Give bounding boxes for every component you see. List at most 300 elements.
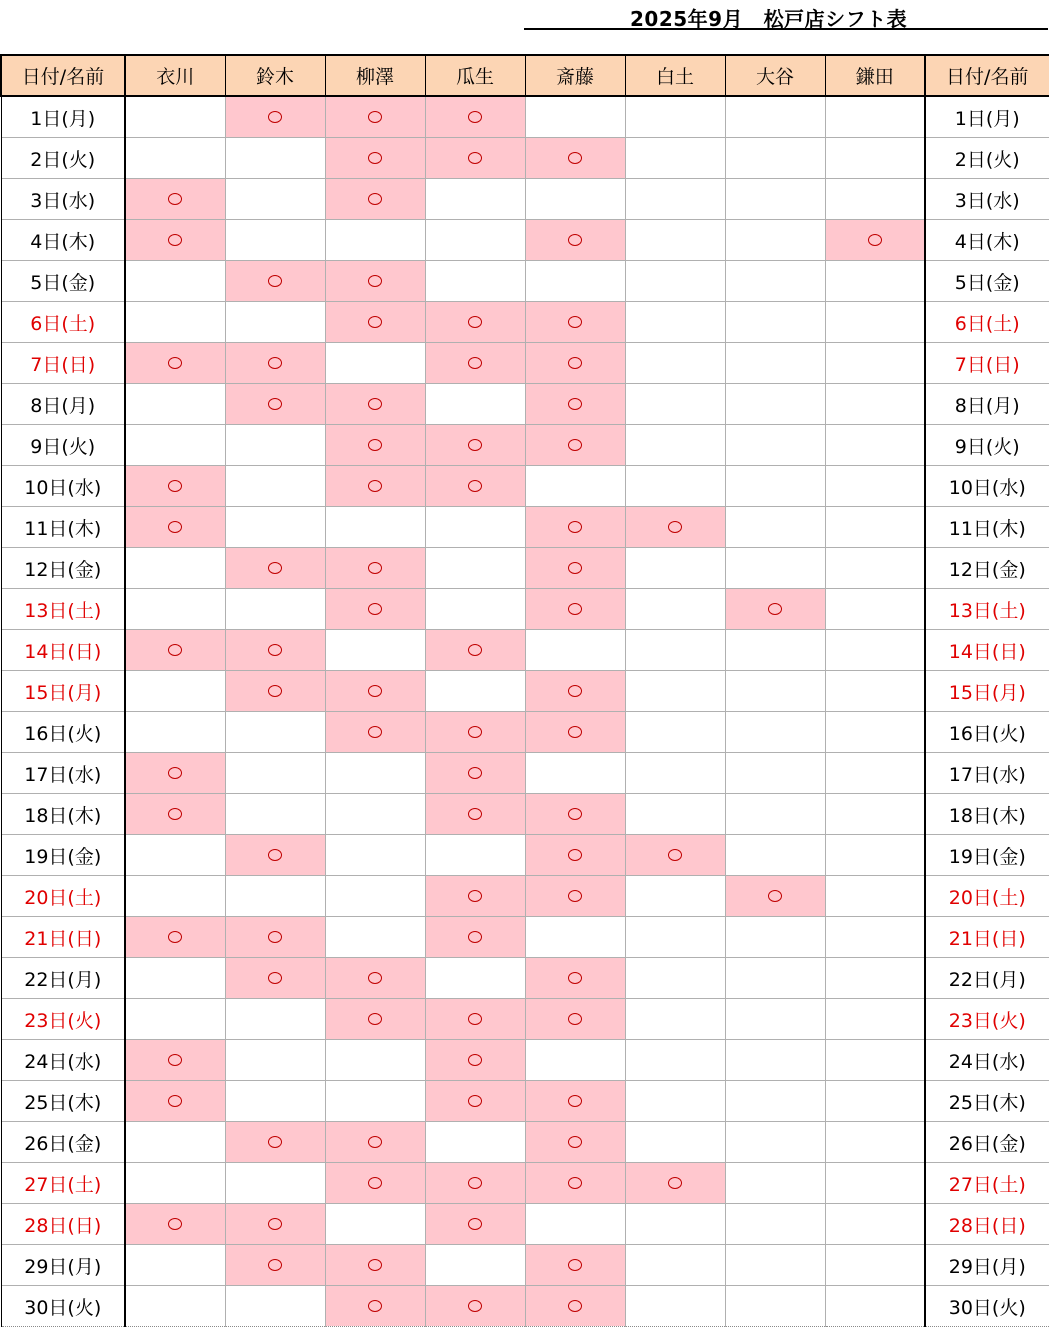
shift-cell[interactable] xyxy=(625,753,725,794)
shift-cell[interactable] xyxy=(325,343,425,384)
shift-cell[interactable] xyxy=(525,466,625,507)
shift-cell[interactable] xyxy=(125,1286,225,1327)
shift-cell[interactable] xyxy=(625,425,725,466)
shift-cell[interactable] xyxy=(725,466,825,507)
shift-cell[interactable] xyxy=(125,999,225,1040)
shift-cell[interactable] xyxy=(825,1204,925,1245)
date-cell-right[interactable]: 1日(月) xyxy=(925,96,1049,138)
shift-cell[interactable] xyxy=(425,1163,525,1204)
shift-cell[interactable] xyxy=(825,138,925,179)
shift-cell[interactable] xyxy=(725,384,825,425)
shift-cell[interactable] xyxy=(825,425,925,466)
shift-cell[interactable] xyxy=(625,1163,725,1204)
shift-cell[interactable] xyxy=(325,1163,425,1204)
shift-cell[interactable] xyxy=(125,261,225,302)
shift-cell[interactable] xyxy=(125,876,225,917)
shift-cell[interactable] xyxy=(725,1081,825,1122)
shift-cell[interactable] xyxy=(725,1245,825,1286)
shift-cell[interactable] xyxy=(825,1245,925,1286)
shift-cell[interactable] xyxy=(125,958,225,999)
shift-cell[interactable] xyxy=(525,96,625,138)
shift-cell[interactable] xyxy=(625,179,725,220)
shift-cell[interactable] xyxy=(625,671,725,712)
shift-cell[interactable] xyxy=(525,507,625,548)
shift-cell[interactable] xyxy=(225,96,325,138)
shift-cell[interactable] xyxy=(325,1122,425,1163)
shift-cell[interactable] xyxy=(125,630,225,671)
shift-cell[interactable] xyxy=(725,425,825,466)
shift-cell[interactable] xyxy=(525,876,625,917)
shift-cell[interactable] xyxy=(425,1081,525,1122)
shift-cell[interactable] xyxy=(825,958,925,999)
shift-cell[interactable] xyxy=(425,220,525,261)
shift-cell[interactable] xyxy=(325,384,425,425)
shift-cell[interactable] xyxy=(625,138,725,179)
date-cell-right[interactable]: 10日(水) xyxy=(925,466,1049,507)
shift-cell[interactable] xyxy=(125,1081,225,1122)
shift-cell[interactable] xyxy=(825,1081,925,1122)
shift-cell[interactable] xyxy=(225,1163,325,1204)
shift-cell[interactable] xyxy=(325,466,425,507)
date-cell[interactable]: 25日(木) xyxy=(1,1081,125,1122)
shift-cell[interactable] xyxy=(725,589,825,630)
shift-cell[interactable] xyxy=(525,712,625,753)
date-cell[interactable]: 24日(水) xyxy=(1,1040,125,1081)
shift-cell[interactable] xyxy=(325,1245,425,1286)
shift-cell[interactable] xyxy=(525,835,625,876)
shift-cell[interactable] xyxy=(125,1204,225,1245)
shift-cell[interactable] xyxy=(625,712,725,753)
shift-cell[interactable] xyxy=(625,835,725,876)
shift-cell[interactable] xyxy=(825,1040,925,1081)
shift-cell[interactable] xyxy=(525,958,625,999)
shift-cell[interactable] xyxy=(825,999,925,1040)
shift-cell[interactable] xyxy=(425,1286,525,1327)
shift-cell[interactable] xyxy=(125,179,225,220)
date-cell-right[interactable]: 17日(水) xyxy=(925,753,1049,794)
shift-cell[interactable] xyxy=(825,220,925,261)
date-cell-right[interactable]: 14日(日) xyxy=(925,630,1049,671)
shift-cell[interactable] xyxy=(225,138,325,179)
shift-cell[interactable] xyxy=(225,876,325,917)
shift-cell[interactable] xyxy=(125,835,225,876)
date-cell-right[interactable]: 24日(水) xyxy=(925,1040,1049,1081)
shift-cell[interactable] xyxy=(725,1204,825,1245)
shift-cell[interactable] xyxy=(725,261,825,302)
shift-cell[interactable] xyxy=(325,794,425,835)
date-cell[interactable]: 13日(土) xyxy=(1,589,125,630)
shift-cell[interactable] xyxy=(225,466,325,507)
shift-cell[interactable] xyxy=(125,1122,225,1163)
shift-cell[interactable] xyxy=(125,671,225,712)
shift-cell[interactable] xyxy=(725,1040,825,1081)
date-cell[interactable]: 19日(金) xyxy=(1,835,125,876)
date-cell-right[interactable]: 18日(木) xyxy=(925,794,1049,835)
shift-cell[interactable] xyxy=(625,96,725,138)
shift-cell[interactable] xyxy=(525,1040,625,1081)
shift-cell[interactable] xyxy=(525,1204,625,1245)
shift-cell[interactable] xyxy=(725,220,825,261)
shift-cell[interactable] xyxy=(125,1040,225,1081)
shift-cell[interactable] xyxy=(625,1040,725,1081)
date-cell[interactable]: 27日(土) xyxy=(1,1163,125,1204)
shift-cell[interactable] xyxy=(325,179,425,220)
date-cell-right[interactable]: 11日(木) xyxy=(925,507,1049,548)
shift-cell[interactable] xyxy=(325,425,425,466)
shift-cell[interactable] xyxy=(425,1040,525,1081)
shift-cell[interactable] xyxy=(725,794,825,835)
shift-cell[interactable] xyxy=(325,630,425,671)
shift-cell[interactable] xyxy=(325,958,425,999)
shift-cell[interactable] xyxy=(625,343,725,384)
shift-cell[interactable] xyxy=(325,671,425,712)
shift-cell[interactable] xyxy=(525,1245,625,1286)
shift-cell[interactable] xyxy=(525,220,625,261)
shift-cell[interactable] xyxy=(525,179,625,220)
shift-cell[interactable] xyxy=(325,1204,425,1245)
shift-cell[interactable] xyxy=(225,1286,325,1327)
shift-cell[interactable] xyxy=(225,343,325,384)
date-cell-right[interactable]: 20日(土) xyxy=(925,876,1049,917)
shift-cell[interactable] xyxy=(125,712,225,753)
date-cell-right[interactable]: 23日(火) xyxy=(925,999,1049,1040)
shift-cell[interactable] xyxy=(425,1245,525,1286)
shift-cell[interactable] xyxy=(725,876,825,917)
shift-cell[interactable] xyxy=(325,835,425,876)
shift-cell[interactable] xyxy=(525,425,625,466)
shift-cell[interactable] xyxy=(725,138,825,179)
shift-cell[interactable] xyxy=(225,1040,325,1081)
shift-cell[interactable] xyxy=(825,589,925,630)
date-cell-right[interactable]: 30日(火) xyxy=(925,1286,1049,1327)
shift-cell[interactable] xyxy=(625,507,725,548)
shift-cell[interactable] xyxy=(425,712,525,753)
shift-cell[interactable] xyxy=(125,1245,225,1286)
date-cell[interactable]: 6日(土) xyxy=(1,302,125,343)
shift-cell[interactable] xyxy=(825,1122,925,1163)
shift-cell[interactable] xyxy=(225,384,325,425)
shift-cell[interactable] xyxy=(325,302,425,343)
shift-cell[interactable] xyxy=(225,671,325,712)
shift-cell[interactable] xyxy=(825,876,925,917)
shift-cell[interactable] xyxy=(325,1286,425,1327)
shift-cell[interactable] xyxy=(625,999,725,1040)
date-cell-right[interactable]: 3日(水) xyxy=(925,179,1049,220)
shift-cell[interactable] xyxy=(325,712,425,753)
shift-cell[interactable] xyxy=(825,1163,925,1204)
date-cell[interactable]: 3日(水) xyxy=(1,179,125,220)
shift-cell[interactable] xyxy=(725,548,825,589)
shift-cell[interactable] xyxy=(825,507,925,548)
date-cell[interactable]: 8日(月) xyxy=(1,384,125,425)
shift-cell[interactable] xyxy=(725,1122,825,1163)
shift-cell[interactable] xyxy=(625,548,725,589)
date-cell[interactable]: 9日(火) xyxy=(1,425,125,466)
shift-cell[interactable] xyxy=(125,138,225,179)
date-cell-right[interactable]: 29日(月) xyxy=(925,1245,1049,1286)
shift-cell[interactable] xyxy=(125,302,225,343)
shift-cell[interactable] xyxy=(525,302,625,343)
shift-cell[interactable] xyxy=(225,1081,325,1122)
shift-cell[interactable] xyxy=(825,302,925,343)
date-cell[interactable]: 20日(土) xyxy=(1,876,125,917)
shift-cell[interactable] xyxy=(525,1163,625,1204)
shift-cell[interactable] xyxy=(125,753,225,794)
shift-cell[interactable] xyxy=(525,753,625,794)
shift-cell[interactable] xyxy=(325,96,425,138)
shift-cell[interactable] xyxy=(725,917,825,958)
shift-cell[interactable] xyxy=(625,1081,725,1122)
shift-cell[interactable] xyxy=(825,96,925,138)
shift-cell[interactable] xyxy=(325,1081,425,1122)
shift-cell[interactable] xyxy=(425,589,525,630)
shift-cell[interactable] xyxy=(125,1163,225,1204)
shift-cell[interactable] xyxy=(425,876,525,917)
date-cell[interactable]: 2日(火) xyxy=(1,138,125,179)
date-cell[interactable]: 22日(月) xyxy=(1,958,125,999)
shift-cell[interactable] xyxy=(125,548,225,589)
shift-cell[interactable] xyxy=(325,261,425,302)
shift-cell[interactable] xyxy=(225,302,325,343)
date-cell-right[interactable]: 22日(月) xyxy=(925,958,1049,999)
shift-cell[interactable] xyxy=(625,917,725,958)
date-cell[interactable]: 18日(木) xyxy=(1,794,125,835)
shift-cell[interactable] xyxy=(425,835,525,876)
shift-cell[interactable] xyxy=(825,671,925,712)
date-cell-right[interactable]: 21日(日) xyxy=(925,917,1049,958)
shift-cell[interactable] xyxy=(625,466,725,507)
date-cell[interactable]: 26日(金) xyxy=(1,1122,125,1163)
shift-cell[interactable] xyxy=(225,179,325,220)
date-cell-right[interactable]: 8日(月) xyxy=(925,384,1049,425)
shift-cell[interactable] xyxy=(225,261,325,302)
shift-cell[interactable] xyxy=(225,835,325,876)
shift-cell[interactable] xyxy=(225,220,325,261)
shift-cell[interactable] xyxy=(425,958,525,999)
date-cell[interactable]: 30日(火) xyxy=(1,1286,125,1327)
date-cell[interactable]: 10日(水) xyxy=(1,466,125,507)
shift-cell[interactable] xyxy=(225,712,325,753)
shift-cell[interactable] xyxy=(625,876,725,917)
date-cell[interactable]: 28日(日) xyxy=(1,1204,125,1245)
shift-cell[interactable] xyxy=(525,794,625,835)
date-cell-right[interactable]: 7日(日) xyxy=(925,343,1049,384)
shift-cell[interactable] xyxy=(725,753,825,794)
shift-cell[interactable] xyxy=(725,179,825,220)
shift-cell[interactable] xyxy=(825,794,925,835)
shift-cell[interactable] xyxy=(625,302,725,343)
shift-cell[interactable] xyxy=(525,261,625,302)
shift-cell[interactable] xyxy=(525,589,625,630)
date-cell-right[interactable]: 16日(火) xyxy=(925,712,1049,753)
shift-cell[interactable] xyxy=(725,1286,825,1327)
shift-cell[interactable] xyxy=(425,548,525,589)
shift-cell[interactable] xyxy=(625,1245,725,1286)
date-cell[interactable]: 11日(木) xyxy=(1,507,125,548)
shift-cell[interactable] xyxy=(725,630,825,671)
shift-cell[interactable] xyxy=(225,630,325,671)
date-cell[interactable]: 4日(木) xyxy=(1,220,125,261)
shift-cell[interactable] xyxy=(425,302,525,343)
shift-cell[interactable] xyxy=(425,917,525,958)
shift-cell[interactable] xyxy=(825,712,925,753)
shift-cell[interactable] xyxy=(325,753,425,794)
shift-cell[interactable] xyxy=(225,917,325,958)
shift-cell[interactable] xyxy=(425,466,525,507)
shift-cell[interactable] xyxy=(125,425,225,466)
shift-cell[interactable] xyxy=(525,917,625,958)
shift-cell[interactable] xyxy=(225,999,325,1040)
shift-cell[interactable] xyxy=(125,507,225,548)
shift-cell[interactable] xyxy=(725,507,825,548)
shift-cell[interactable] xyxy=(425,753,525,794)
shift-cell[interactable] xyxy=(425,179,525,220)
shift-cell[interactable] xyxy=(325,507,425,548)
shift-cell[interactable] xyxy=(525,999,625,1040)
date-cell[interactable]: 23日(火) xyxy=(1,999,125,1040)
shift-cell[interactable] xyxy=(825,753,925,794)
date-cell[interactable]: 16日(火) xyxy=(1,712,125,753)
shift-cell[interactable] xyxy=(425,96,525,138)
shift-cell[interactable] xyxy=(625,589,725,630)
shift-cell[interactable] xyxy=(625,1122,725,1163)
shift-cell[interactable] xyxy=(625,1204,725,1245)
shift-cell[interactable] xyxy=(825,917,925,958)
shift-cell[interactable] xyxy=(325,917,425,958)
shift-cell[interactable] xyxy=(225,1245,325,1286)
shift-cell[interactable] xyxy=(425,630,525,671)
date-cell[interactable]: 5日(金) xyxy=(1,261,125,302)
shift-cell[interactable] xyxy=(125,220,225,261)
date-cell-right[interactable]: 25日(木) xyxy=(925,1081,1049,1122)
shift-cell[interactable] xyxy=(825,343,925,384)
shift-cell[interactable] xyxy=(625,1286,725,1327)
shift-cell[interactable] xyxy=(125,343,225,384)
shift-cell[interactable] xyxy=(525,138,625,179)
shift-cell[interactable] xyxy=(325,876,425,917)
shift-cell[interactable] xyxy=(225,1204,325,1245)
shift-cell[interactable] xyxy=(825,630,925,671)
shift-cell[interactable] xyxy=(625,630,725,671)
shift-cell[interactable] xyxy=(825,548,925,589)
shift-cell[interactable] xyxy=(225,589,325,630)
shift-cell[interactable] xyxy=(525,630,625,671)
shift-cell[interactable] xyxy=(725,671,825,712)
shift-cell[interactable] xyxy=(425,794,525,835)
shift-cell[interactable] xyxy=(425,384,525,425)
shift-cell[interactable] xyxy=(525,343,625,384)
shift-cell[interactable] xyxy=(825,261,925,302)
date-cell[interactable]: 7日(日) xyxy=(1,343,125,384)
date-cell-right[interactable]: 12日(金) xyxy=(925,548,1049,589)
shift-cell[interactable] xyxy=(125,466,225,507)
shift-cell[interactable] xyxy=(125,794,225,835)
date-cell-right[interactable]: 6日(土) xyxy=(925,302,1049,343)
shift-cell[interactable] xyxy=(225,1122,325,1163)
shift-cell[interactable] xyxy=(625,958,725,999)
date-cell-right[interactable]: 9日(火) xyxy=(925,425,1049,466)
date-cell-right[interactable]: 5日(金) xyxy=(925,261,1049,302)
shift-cell[interactable] xyxy=(725,1163,825,1204)
date-cell-right[interactable]: 28日(日) xyxy=(925,1204,1049,1245)
shift-cell[interactable] xyxy=(225,548,325,589)
shift-cell[interactable] xyxy=(325,999,425,1040)
shift-cell[interactable] xyxy=(725,835,825,876)
shift-cell[interactable] xyxy=(125,917,225,958)
shift-cell[interactable] xyxy=(225,794,325,835)
shift-cell[interactable] xyxy=(325,548,425,589)
shift-cell[interactable] xyxy=(725,302,825,343)
date-cell-right[interactable]: 4日(木) xyxy=(925,220,1049,261)
shift-cell[interactable] xyxy=(225,753,325,794)
shift-cell[interactable] xyxy=(325,589,425,630)
shift-cell[interactable] xyxy=(425,343,525,384)
shift-cell[interactable] xyxy=(325,1040,425,1081)
shift-cell[interactable] xyxy=(525,1286,625,1327)
shift-cell[interactable] xyxy=(825,384,925,425)
shift-cell[interactable] xyxy=(325,138,425,179)
shift-cell[interactable] xyxy=(625,220,725,261)
shift-cell[interactable] xyxy=(725,96,825,138)
shift-cell[interactable] xyxy=(825,1286,925,1327)
shift-cell[interactable] xyxy=(425,1204,525,1245)
shift-cell[interactable] xyxy=(425,507,525,548)
shift-cell[interactable] xyxy=(125,96,225,138)
date-cell[interactable]: 15日(月) xyxy=(1,671,125,712)
date-cell-right[interactable]: 13日(土) xyxy=(925,589,1049,630)
shift-cell[interactable] xyxy=(725,958,825,999)
shift-cell[interactable] xyxy=(525,384,625,425)
date-cell[interactable]: 12日(金) xyxy=(1,548,125,589)
date-cell-right[interactable]: 2日(火) xyxy=(925,138,1049,179)
shift-cell[interactable] xyxy=(125,384,225,425)
shift-cell[interactable] xyxy=(725,999,825,1040)
date-cell-right[interactable]: 19日(金) xyxy=(925,835,1049,876)
shift-cell[interactable] xyxy=(225,425,325,466)
date-cell[interactable]: 14日(日) xyxy=(1,630,125,671)
shift-cell[interactable] xyxy=(525,1122,625,1163)
shift-cell[interactable] xyxy=(125,589,225,630)
shift-cell[interactable] xyxy=(325,220,425,261)
shift-cell[interactable] xyxy=(525,671,625,712)
shift-cell[interactable] xyxy=(825,466,925,507)
shift-cell[interactable] xyxy=(725,343,825,384)
date-cell[interactable]: 21日(日) xyxy=(1,917,125,958)
shift-cell[interactable] xyxy=(625,794,725,835)
date-cell[interactable]: 17日(水) xyxy=(1,753,125,794)
shift-cell[interactable] xyxy=(525,548,625,589)
shift-cell[interactable] xyxy=(625,384,725,425)
date-cell-right[interactable]: 27日(土) xyxy=(925,1163,1049,1204)
shift-cell[interactable] xyxy=(625,261,725,302)
date-cell[interactable]: 1日(月) xyxy=(1,96,125,138)
shift-cell[interactable] xyxy=(425,999,525,1040)
shift-cell[interactable] xyxy=(425,425,525,466)
shift-cell[interactable] xyxy=(825,179,925,220)
shift-cell[interactable] xyxy=(425,671,525,712)
shift-cell[interactable] xyxy=(825,835,925,876)
date-cell[interactable]: 29日(月) xyxy=(1,1245,125,1286)
shift-cell[interactable] xyxy=(225,958,325,999)
shift-cell[interactable] xyxy=(525,1081,625,1122)
date-cell-right[interactable]: 26日(金) xyxy=(925,1122,1049,1163)
shift-cell[interactable] xyxy=(425,261,525,302)
shift-cell[interactable] xyxy=(725,712,825,753)
shift-cell[interactable] xyxy=(425,138,525,179)
shift-cell[interactable] xyxy=(225,507,325,548)
date-cell-right[interactable]: 15日(月) xyxy=(925,671,1049,712)
shift-cell[interactable] xyxy=(425,1122,525,1163)
